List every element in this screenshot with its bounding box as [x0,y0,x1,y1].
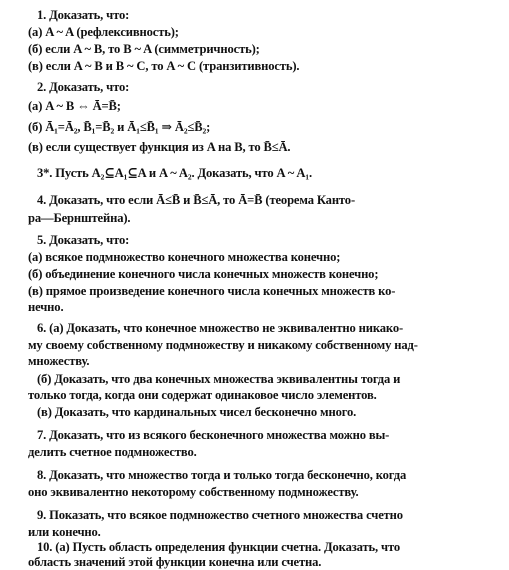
problem-6a-line-1: 6. (а) Доказать, что конечное множество не эквивалентно никако- [37,321,404,335]
problem-7-line-2: делить счетное подмножество. [28,445,197,459]
problem-6b-line-1: (б) Доказать, что два конечных множества эквивалентны тогда и [37,372,401,386]
problem-2-heading: 2. Доказать, что: [37,80,130,94]
problem-5c-line-1: (в) прямое произведение конечного числа конечных множеств ко- [28,284,396,298]
problem-9-line-2: или конечно. [28,525,101,539]
problem-8-line-1: 8. Доказать, что множество тогда и только тогда бесконечно, когда [37,468,407,482]
problem-1c: (в) если A ~ B и B ~ C, то A ~ C (транзитивность). [28,59,300,73]
problem-2b: (б) Ā₁=Ā₂, B̄₁=B̄₂ и Ā₁≤B̄₁ ⇒ Ā₂≤B̄₂; [28,120,211,134]
problem-5b: (б) объединение конечного числа конечных множеств конечно; [28,267,379,281]
problem-6b-line-2: только тогда, когда они содержат одинаковое число элементов. [28,388,377,402]
problem-1b: (б) если A ~ B, то B ~ A (симметричность); [28,42,260,56]
problem-10-line-2: область значений этой функции конечна или счетна. [28,555,322,569]
problem-5c-line-2: нечно. [28,300,64,314]
problem-7-line-1: 7. Доказать, что из всякого бесконечного множества можно вы- [37,428,390,442]
problem-6a-line-2: му своему собственному подмножеству и никакому собственному над- [28,338,418,352]
problem-2c: (в) если существует функция из A на B, то B̄≤Ā. [28,140,291,154]
problem-4-line-1: 4. Доказать, что если Ā≤B̄ и B̄≤Ā, то Ā=B̄ (теорема Канто- [37,193,355,207]
problem-3: 3*. Пусть A₂⊆A₁⊆A и A ~ A₂. Доказать, что A ~ A₁. [37,166,312,180]
problem-6c: (в) Доказать, что кардинальных чисел бесконечно много. [37,405,357,419]
problem-6a-line-3: множеству. [28,354,90,368]
problem-5a: (а) всякое подмножество конечного множества конечно; [28,250,341,264]
problem-8-line-2: оно эквивалентно некоторому собственному подмножеству. [28,485,359,499]
problem-4-line-2: ра—Бернштейна). [28,211,131,225]
problem-2a: (а) A ~ B ⇔ Ā=B̄; [28,99,121,113]
problem-1a: (а) A ~ A (рефлексивность); [28,25,179,39]
problem-10-line-1: 10. (а) Пусть область определения функции счетна. Доказать, что [37,540,400,554]
problem-5-heading: 5. Доказать, что: [37,233,130,247]
problem-1-heading: 1. Доказать, что: [37,8,130,22]
problem-9-line-1: 9. Показать, что всякое подмножество счетного множества счетно [37,508,403,522]
